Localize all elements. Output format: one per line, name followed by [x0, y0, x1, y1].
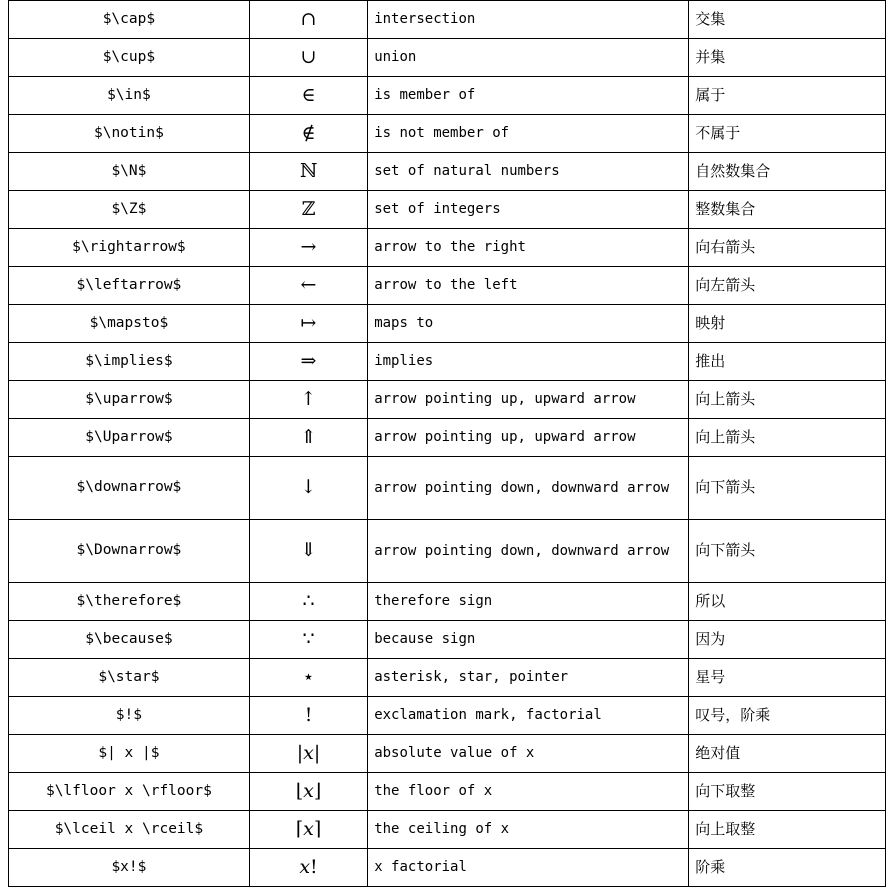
latex-code-cell: $\cap$: [9, 1, 250, 39]
chinese-translation-cell: 向下箭头: [689, 457, 886, 520]
description-cell: set of natural numbers: [368, 153, 689, 191]
chinese-translation-cell: 不属于: [689, 115, 886, 153]
latex-code-cell: $\uparrow$: [9, 381, 250, 419]
description-cell: arrow pointing up, upward arrow: [368, 419, 689, 457]
description-cell: therefore sign: [368, 583, 689, 621]
description-cell: set of integers: [368, 191, 689, 229]
chinese-translation-cell: 星号: [689, 659, 886, 697]
description-cell: is not member of: [368, 115, 689, 153]
chinese-translation-cell: 属于: [689, 77, 886, 115]
latex-code-cell: $\rightarrow$: [9, 229, 250, 267]
chinese-translation-cell: 交集: [689, 1, 886, 39]
rendered-symbol-cell: 𝑥!: [249, 849, 367, 887]
chinese-translation-cell: 向下箭头: [689, 520, 886, 583]
description-cell: arrow pointing down, downward arrow: [368, 457, 689, 520]
rendered-symbol-cell: ⋆: [249, 659, 367, 697]
rendered-symbol-cell: ⇒: [249, 343, 367, 381]
chinese-translation-cell: 自然数集合: [689, 153, 886, 191]
description-cell: absolute value of x: [368, 735, 689, 773]
chinese-translation-cell: 向上取整: [689, 811, 886, 849]
latex-code-cell: $\star$: [9, 659, 250, 697]
table-row: [9, 583, 886, 621]
table-row: [9, 520, 886, 583]
chinese-translation-cell: 推出: [689, 343, 886, 381]
table-row: [9, 39, 886, 77]
rendered-symbol-cell: ∉: [249, 115, 367, 153]
table-row: [9, 115, 886, 153]
description-cell: union: [368, 39, 689, 77]
latex-code-cell: $\implies$: [9, 343, 250, 381]
rendered-symbol-cell: ∴: [249, 583, 367, 621]
table-row: [9, 659, 886, 697]
table-row: [9, 191, 886, 229]
chinese-translation-cell: 向上箭头: [689, 381, 886, 419]
rendered-symbol-cell: !: [249, 697, 367, 735]
description-cell: exclamation mark, factorial: [368, 697, 689, 735]
table-row: [9, 77, 886, 115]
rendered-symbol-cell: ℕ: [249, 153, 367, 191]
latex-code-cell: $\in$: [9, 77, 250, 115]
latex-code-cell: $\N$: [9, 153, 250, 191]
description-cell: the floor of x: [368, 773, 689, 811]
table-row: [9, 267, 886, 305]
table-row: [9, 457, 886, 520]
rendered-symbol-cell: ∵: [249, 621, 367, 659]
latex-code-cell: $\notin$: [9, 115, 250, 153]
chinese-translation-cell: 绝对值: [689, 735, 886, 773]
chinese-translation-cell: 整数集合: [689, 191, 886, 229]
table-row: [9, 735, 886, 773]
latex-code-cell: $\lceil x \rceil$: [9, 811, 250, 849]
rendered-symbol-cell: ⇑: [249, 419, 367, 457]
table-body: [9, 1, 886, 887]
description-cell: asterisk, star, pointer: [368, 659, 689, 697]
latex-code-cell: $!$: [9, 697, 250, 735]
description-cell: is member of: [368, 77, 689, 115]
description-cell: implies: [368, 343, 689, 381]
chinese-translation-cell: 阶乘: [689, 849, 886, 887]
description-cell: intersection: [368, 1, 689, 39]
description-cell: arrow to the left: [368, 267, 689, 305]
latex-code-cell: $\therefore$: [9, 583, 250, 621]
table-row: [9, 1, 886, 39]
chinese-translation-cell: 映射: [689, 305, 886, 343]
latex-code-cell: $\Z$: [9, 191, 250, 229]
chinese-translation-cell: 向左箭头: [689, 267, 886, 305]
latex-code-cell: $\cup$: [9, 39, 250, 77]
rendered-symbol-cell: ↓: [249, 457, 367, 520]
table-row: [9, 811, 886, 849]
chinese-translation-cell: 向右箭头: [689, 229, 886, 267]
rendered-symbol-cell: ↦: [249, 305, 367, 343]
latex-code-cell: $| x |$: [9, 735, 250, 773]
table-row: [9, 697, 886, 735]
chinese-translation-cell: 所以: [689, 583, 886, 621]
table-row: [9, 305, 886, 343]
description-cell: arrow to the right: [368, 229, 689, 267]
description-cell: arrow pointing down, downward arrow: [368, 520, 689, 583]
table-row: [9, 343, 886, 381]
table-row: [9, 621, 886, 659]
rendered-symbol-cell: ↑: [249, 381, 367, 419]
rendered-symbol-cell: ∪: [249, 39, 367, 77]
description-cell: because sign: [368, 621, 689, 659]
description-cell: maps to: [368, 305, 689, 343]
description-cell: the ceiling of x: [368, 811, 689, 849]
latex-code-cell: $\leftarrow$: [9, 267, 250, 305]
latex-code-cell: $\because$: [9, 621, 250, 659]
rendered-symbol-cell: →: [249, 229, 367, 267]
rendered-symbol-cell: ∩: [249, 1, 367, 39]
rendered-symbol-cell: ℤ: [249, 191, 367, 229]
chinese-translation-cell: 向下取整: [689, 773, 886, 811]
description-cell: x factorial: [368, 849, 689, 887]
chinese-translation-cell: 并集: [689, 39, 886, 77]
table-row: [9, 849, 886, 887]
latex-code-cell: $\downarrow$: [9, 457, 250, 520]
latex-code-cell: $\Downarrow$: [9, 520, 250, 583]
rendered-symbol-cell: ⇓: [249, 520, 367, 583]
rendered-symbol-cell: |𝑥|: [249, 735, 367, 773]
table-row: [9, 229, 886, 267]
rendered-symbol-cell: ∈: [249, 77, 367, 115]
rendered-symbol-cell: ←: [249, 267, 367, 305]
latex-code-cell: $x!$: [9, 849, 250, 887]
table-row: [9, 153, 886, 191]
latex-symbol-table: [8, 0, 886, 887]
table-row: [9, 773, 886, 811]
chinese-translation-cell: 叹号，阶乘: [689, 697, 886, 735]
table-row: [9, 419, 886, 457]
rendered-symbol-cell: ⌈𝑥⌉: [249, 811, 367, 849]
chinese-translation-cell: 因为: [689, 621, 886, 659]
rendered-symbol-cell: ⌊𝑥⌋: [249, 773, 367, 811]
latex-code-cell: $\lfloor x \rfloor$: [9, 773, 250, 811]
chinese-translation-cell: 向上箭头: [689, 419, 886, 457]
latex-code-cell: $\mapsto$: [9, 305, 250, 343]
table-row: [9, 381, 886, 419]
latex-code-cell: $\Uparrow$: [9, 419, 250, 457]
description-cell: arrow pointing up, upward arrow: [368, 381, 689, 419]
